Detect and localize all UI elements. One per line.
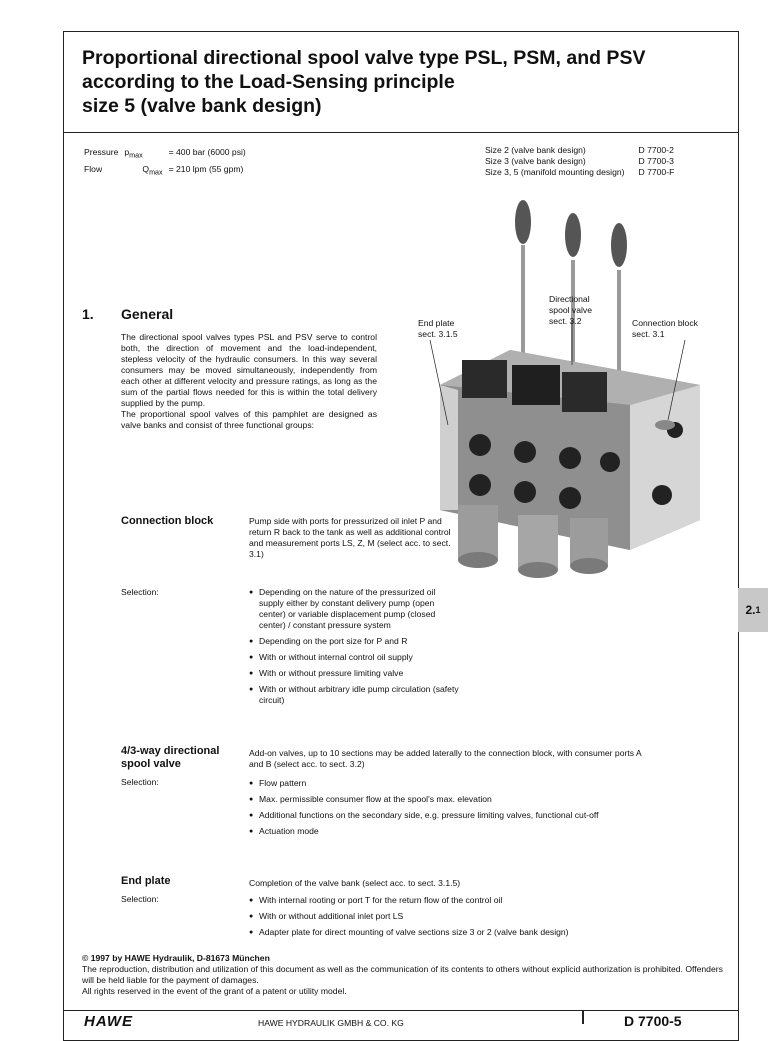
section-tab: 2. 1 [738, 588, 768, 632]
pressure-label: Pressure [84, 147, 119, 157]
connection-block-options [249, 587, 459, 711]
end-plate-text: Completion of the valve bank (select acc. to sect. 3.1.5) [249, 878, 461, 888]
list-item: ● With internal rooting or port T for the return flow of the control oil [249, 895, 689, 906]
list-item: ● Adapter plate for direct mounting of valve sections size 3 or 2 (valve bank design) [249, 927, 689, 938]
selection-label: Selection: [121, 894, 159, 904]
spool-valve-heading: 4/3-way directional spool valve [121, 745, 220, 770]
lever-icons [515, 200, 627, 375]
spec-table: Pressure $p_{max}$ = 400 bar (6000 psi) Flow $Q_{max}$ = 210 lpm (55 gpm) [82, 145, 252, 180]
list-item: ● Max. permissible consumer flow at the spool's max. elevation [249, 794, 649, 805]
list-item: ● Additional functions on the secondary side, e.g. pressure limiting valves, functional cut-off [249, 810, 649, 821]
section-title: General [121, 306, 174, 322]
list-item: ● Depending on the nature of the pressurized oil supply either by constant delivery pump (open center) or variable displacement pump (closed center) / constant pressure system [249, 587, 459, 631]
selection-label: Selection: [121, 587, 159, 597]
callout-directional-valve: Directional spool valve sect. 3.2 [549, 294, 592, 326]
page-title: Proportional directional spool valve type PSL, PSM, and PSV according to the Load-Sensing principle size 5 (valve bank design) [82, 47, 646, 117]
callout-end-plate: End plate sect. 3.1.5 [418, 318, 458, 339]
spool-valve-text: Add-on valves, up to 10 sections may be added laterally to the connection block, with consumer ports A and B (select acc. to sect. 3.2) [249, 748, 642, 769]
copyright-notice: © 1997 by HAWE Hydraulik, D-81673 München The reproduction, distribution and utilization of this document as well as the communication of its contents to others without explicid authorization is prohibited. Offenders will be held liable for the payment of damages. All rights reserved in the event of the grant of a patent or utility model. [82, 953, 723, 996]
flow-value: = 210 lpm (55 gpm) [168, 163, 244, 174]
list-item: ● With or without additional inlet port LS [249, 911, 689, 922]
section-number: 1. [82, 306, 94, 322]
end-plate-options [249, 895, 689, 943]
document-number: D 7700-5 [624, 1013, 682, 1029]
list-item: ● Actuation mode [249, 826, 649, 837]
end-plate-heading: End plate [121, 875, 171, 887]
reference-table: Size 2 (valve bank design) D 7700-2 Size 3 (valve bank design) D 7700-3 Size 3, 5 (manifold mounting design) D 7700-F [485, 145, 675, 177]
hawe-logo: HAWE [84, 1013, 133, 1030]
spool-valve-options [249, 778, 649, 842]
footer-divider [582, 1010, 584, 1024]
list-item: ● With or without pressure limiting valve [249, 668, 459, 679]
callout-connection-block: Connection block sect. 3.1 [632, 318, 698, 339]
selection-label: Selection: [121, 777, 159, 787]
list-item: ● With or without arbitrary idle pump circulation (safety circuit) [249, 684, 459, 706]
company-name: HAWE HYDRAULIK GMBH & CO. KG [258, 1018, 404, 1028]
general-paragraph: The directional spool valves types PSL and PSV serve to control both, the direction of movement and the load-independent, stepless velocity of the hydraulic consumers. In this way several consumers may be moved simultaneously, independently from each other at different velocity and pressure ratings, as long as the sum of the partial flows needed for this is within the total delivery supplied by the pump. The proportional spool valves of this pamphlet are designed as valve banks and consist of three functional groups: [121, 332, 377, 430]
list-item: ● Depending on the port size for P and R [249, 636, 459, 647]
list-item: ● Flow pattern [249, 778, 649, 789]
list-item: ● With or without internal control oil supply [249, 652, 459, 663]
pressure-value: = 400 bar (6000 psi) [168, 147, 246, 157]
flow-label: Flow [84, 163, 103, 174]
connection-block-heading: Connection block [121, 515, 214, 527]
connection-block-text: Pump side with ports for pressurized oil inlet P and return R back to the tank as well as additional control and measurement ports LS, Z, M (select acc. to sect. 3.1) [249, 516, 451, 559]
